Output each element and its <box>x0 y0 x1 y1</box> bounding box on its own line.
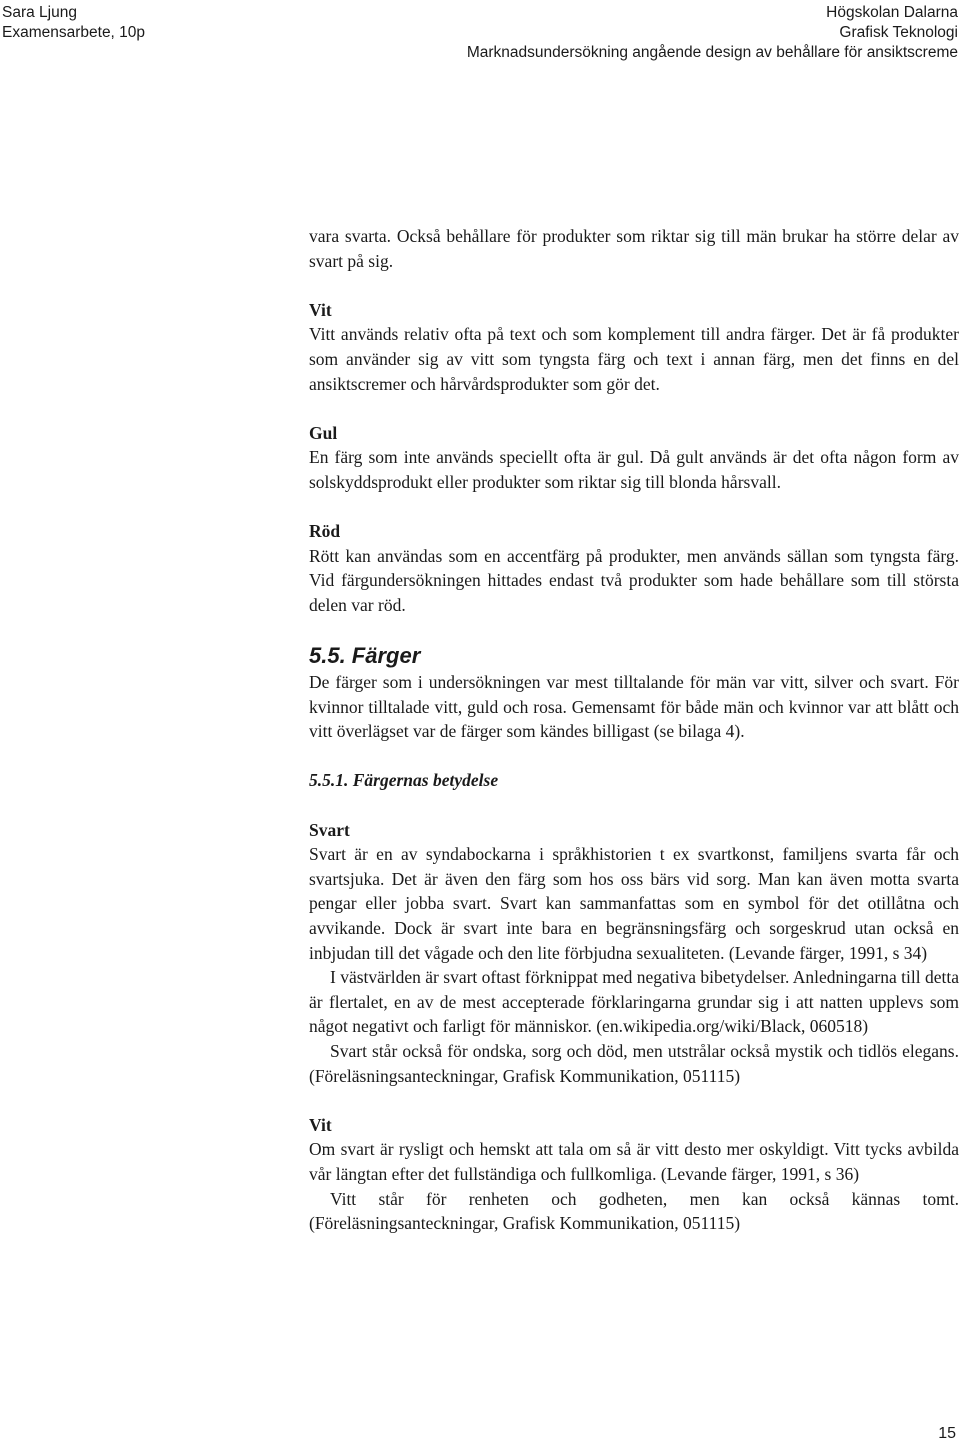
program-name: Grafisk Teknologi <box>839 24 958 41</box>
subsection-heading: 5.5.1. Färgernas betydelse <box>309 770 499 791</box>
paragraph-vit-2b: Vitt står för renheten och godheten, men kan också kännas tomt. (Föreläsningsanteckningar, Grafisk Kommunikation, 051115) <box>309 1188 959 1234</box>
heading-gul: Gul <box>309 422 338 443</box>
paragraph-svart-3: Svart står också för ondska, sorg och död, men utstrålar också mystik och tidlös elegans. (Föreläsningsanteckningar, Grafisk Kommunikation, 051115) <box>309 1041 959 1086</box>
paragraph-rod: Rött kan användas som en accentfärg på produkter, men används sällan som tyngsta färg. Vid färgundersökningen hittades endast två produkter som hade behållare som till största delen var röd. <box>309 545 959 615</box>
document-title: Marknadsundersökning angående design av behållare för ansiktscreme <box>466 44 958 61</box>
heading-vit: Vit <box>309 299 332 320</box>
paragraph-vit-2a: Om svart är rysligt och hemskt att tala om så är vitt desto mer oskyldigt. Vitt tycks avbilda vår längtan efter det fullständiga och fullkomliga. (Levande färger, 1991, s 36) <box>309 1139 959 1184</box>
section-heading-farger: 5.5. Färger <box>309 643 421 669</box>
body-text <box>309 224 959 1236</box>
paragraph-svart-2: I västvärlden är svart oftast förknippat med negativa bibetydelser. Anledningarna till detta är flertalet, en av de mest accepterade förklaringarna grundar sig i att natten upplevs som något negativt och farligt för människor. (en.wikipedia.org/wiki/Black, 060518) <box>309 967 959 1037</box>
running-header-left <box>2 3 145 43</box>
page-number: 15 <box>938 1425 956 1442</box>
thesis-type: Examensarbete, 10p <box>2 24 146 41</box>
author-name: Sara Ljung <box>2 4 77 21</box>
school-name: Högskolan Dalarna <box>826 4 958 21</box>
heading-svart: Svart <box>309 819 350 840</box>
paragraph-vit: Vitt används relativ ofta på text och som komplement till andra färger. Det är få produkter som använder sig av vitt som tyngsta färg och text i annan färg, men det finns en del ansiktscremer och hårvårdsprodukter som gör det. <box>309 324 959 394</box>
paragraph-farger: De färger som i undersökningen var mest tilltalande för män var vitt, silver och svart. För kvinnor tilltalade vitt, guld och rosa. Gemensamt för både män och kvinnor var att blått och vitt överlägset var de färger som kändes billigast (se bilaga 4). <box>309 672 959 742</box>
intro-paragraph: vara svarta. Också behållare för produkter som riktar sig till män brukar ha större delar av svart på sig. <box>309 226 959 271</box>
heading-vit-2: Vit <box>309 1114 332 1135</box>
heading-rod: Röd <box>309 521 341 542</box>
paragraph-svart-1: Svart är en av syndabockarna i språkhistorien t ex svartkonst, familjens svarta får och svartsjuka. Det är även den färg som hos oss bärs vid sorg. Man kan även motta svarta pengar eller jobba svart. Svart kan sammanfattas som en symbol för det otillåtna och avvikande. Dock är svart inte bara en begränsningsfärg och sorgeskrud utan också en inbjudan till det vågade och den lite förbjudna sexualiteten. (Levande färger, 1991, s 34) <box>309 844 959 963</box>
paragraph-gul: En färg som inte används speciellt ofta är gul. Då gult används är det ofta någon form av solskyddsprodukt eller produkter som riktar sig till blonda hårsvall. <box>309 447 959 492</box>
running-header-right <box>467 3 958 63</box>
